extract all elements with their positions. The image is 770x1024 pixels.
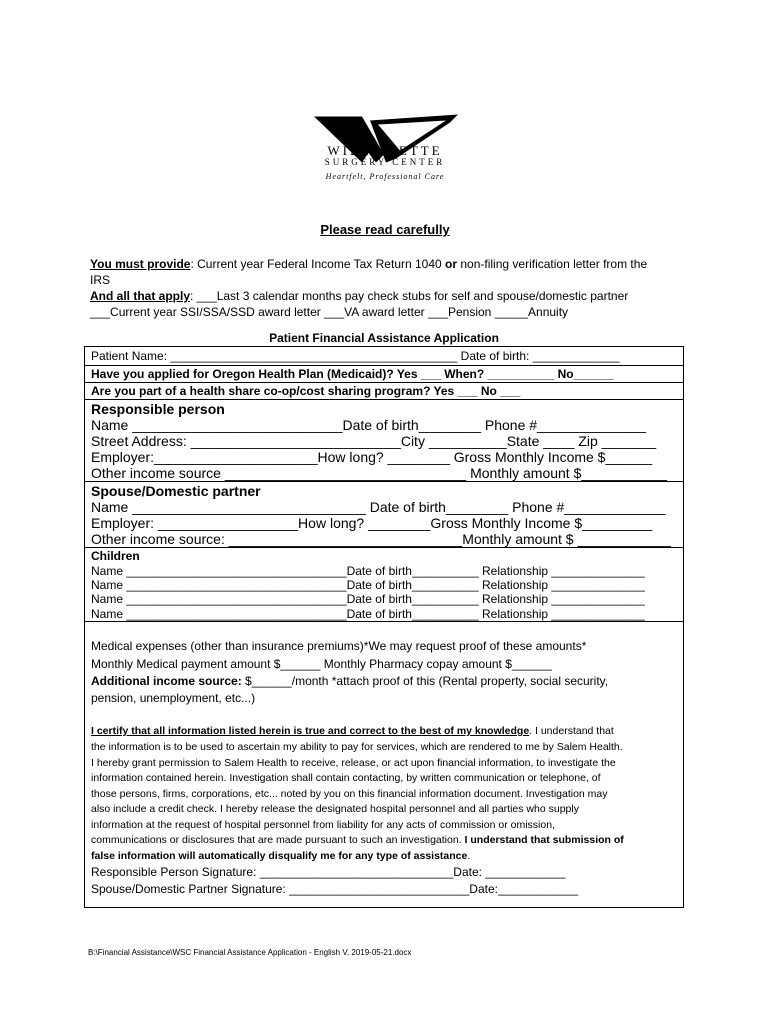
certify-text-1: . I understand that [529, 725, 614, 737]
patient-name-field[interactable]: Patient Name: ___________________________________________ Date of birth: _____________ [91, 349, 620, 363]
child-row[interactable]: Name _________________________________Date of birth__________ Relationship ______________ [91, 578, 645, 592]
spouse-section [85, 482, 683, 548]
certify-final-dot: . [467, 850, 471, 862]
certify-last-text: communications or disclosures that are made pursuant to such an investigation. [91, 834, 465, 846]
logo-subname: SURGERY CENTER [324, 157, 446, 167]
certify-line: information at the request of hospital personnel from liability for any acts of commission or omission, [91, 819, 555, 831]
certify-final-bold: false information will automatically disqualify me for any type of assistance [91, 850, 468, 862]
additional-income-line2: pension, unemployment, etc...) [91, 691, 256, 705]
additional-income-label: Additional income source: [91, 674, 242, 688]
health-share-question[interactable]: Are you part of a health share co-op/cost sharing program? Yes ___ No ___ [91, 384, 521, 398]
responsible-person-section [85, 400, 683, 482]
certify-last-bold: I understand that submission of [464, 834, 624, 846]
responsible-signature-field[interactable]: Responsible Person Signature: _____________________________Date: ____________ [91, 865, 566, 879]
spouse-signature-field[interactable]: Spouse/Domestic Partner Signature: ___________________________Date:____________ [91, 882, 579, 896]
child-row[interactable]: Name _________________________________Date of birth__________ Relationship ______________ [91, 564, 645, 578]
responsible-title: Responsible person [91, 401, 225, 417]
medicaid-question[interactable]: Have you applied for Oregon Health Plan (Medicaid)? Yes ___ When? __________ No______ [91, 367, 614, 381]
application-form [84, 346, 684, 908]
irs-line: IRS [90, 273, 111, 287]
medicaid-row [85, 366, 683, 383]
patient-name-row [85, 347, 683, 366]
spouse-employer-field[interactable]: Employer: __________________How long? ________Gross Monthly Income $_________ [91, 515, 653, 531]
child-row[interactable]: Name _________________________________Date of birth__________ Relationship ______________ [91, 607, 645, 621]
certify-statement: I certify that all information listed herein is true and correct to the best of my knowledge [91, 725, 530, 737]
all-apply-line2: ___Current year SSI/SSA/SSD award letter ___VA award letter ___Pension _____Annuity [90, 305, 569, 319]
logo-name: WILLAMETTE [327, 143, 443, 158]
logo-tagline: Heartfelt, Professional Care [325, 172, 445, 181]
additional-income-text: $______/month *attach proof of this (Rental property, social security, [241, 674, 609, 688]
children-section [85, 548, 683, 622]
medical-expenses-line: Medical expenses (other than insurance premiums)*We may request proof of these amounts* [91, 639, 587, 653]
certify-line: also include a credit check. I hereby release the designated hospital personnel and all parties who supply [91, 803, 579, 815]
form-title: Patient Financial Assistance Application [269, 331, 499, 345]
spouse-other-income-field[interactable]: Other income source: ______________________________Monthly amount $ ____________ [91, 531, 671, 547]
must-provide-text-2: non-filing verification letter from the [457, 257, 648, 271]
footer-file-path: B:\Financial Assistance\WSC Financial Assistance Application - English V. 2019-05-21.docx [88, 948, 412, 957]
monthly-medical-field[interactable]: Monthly Medical payment amount $______ Monthly Pharmacy copay amount $______ [91, 657, 552, 671]
certify-final-line [91, 849, 470, 865]
spouse-title: Spouse/Domestic partner [91, 483, 261, 499]
responsible-name-field[interactable]: Name ___________________________Date of birth________ Phone #______________ [91, 417, 647, 433]
responsible-street-field[interactable]: Street Address: ___________________________City __________State ____ Zip _______ [91, 433, 657, 449]
responsible-other-income-field[interactable]: Other income source _______________________________ Monthly amount $___________ [91, 465, 668, 481]
all-apply-text: : ___Last 3 calendar months pay check stubs for self and spouse/domestic partner [190, 289, 629, 303]
health-share-row [85, 383, 683, 400]
spouse-name-field[interactable]: Name ______________________________ Date of birth________ Phone #_____________ [91, 499, 666, 515]
children-title: Children [91, 549, 140, 563]
all-apply-label: And all that apply [90, 289, 191, 303]
must-provide-text-1: : Current year Federal Income Tax Return 1040 [190, 257, 446, 271]
certify-line: I hereby grant permission to Salem Health to receive, release, or act upon financial information, to investigate the [91, 757, 616, 769]
must-provide-label: You must provide [90, 257, 191, 271]
certify-line-1 [91, 724, 614, 740]
certify-line-last [91, 833, 624, 849]
certify-line: information contained herein. Investigation shall contain contacting, by written communication or telephone, of [91, 772, 601, 784]
page-heading: Please read carefully [320, 222, 450, 237]
child-row[interactable]: Name _________________________________Date of birth__________ Relationship ______________ [91, 592, 645, 606]
responsible-employer-field[interactable]: Employer:_____________________How long? ________ Gross Monthly Income $______ [91, 449, 653, 465]
intro-instructions [90, 256, 690, 320]
certify-line: those persons, firms, corporations, etc... noted by you on this financial information document. Investigation may [91, 788, 608, 800]
certify-line: the information is to be used to ascertain my ability to pay for services, which are rendered to me by Salem Health. [91, 741, 623, 753]
additional-income-field[interactable] [91, 674, 608, 688]
or-word: or [445, 257, 458, 271]
